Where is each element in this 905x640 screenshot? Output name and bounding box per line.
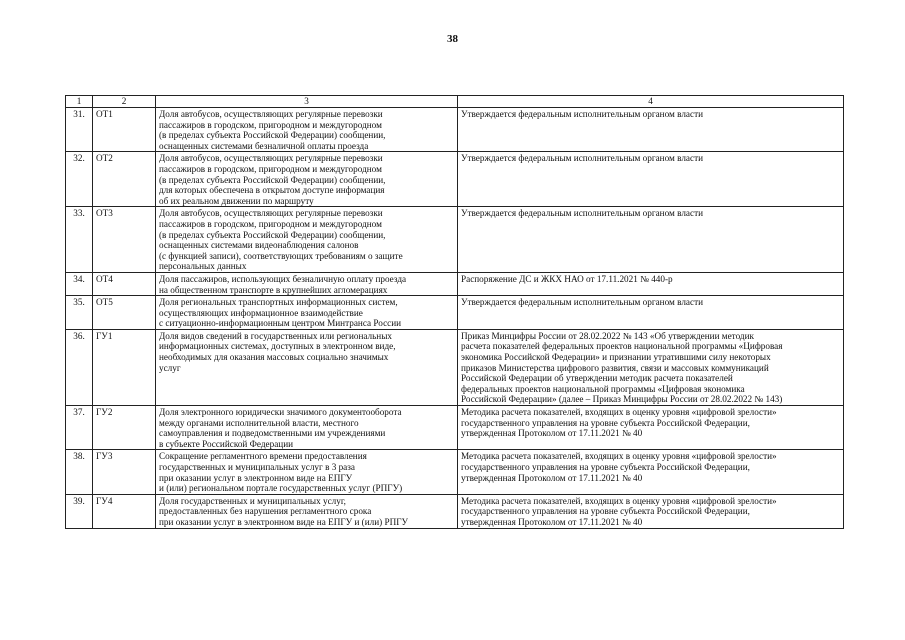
row-number: 34. xyxy=(66,272,93,295)
indicator-description: Доля пассажиров, использующих безналичную оплату проезда на общественном транспорте в крупнейших агломерациях xyxy=(156,272,458,295)
column-header: 3 xyxy=(156,96,458,108)
indicator-source: Утверждается федеральным исполнительным органом власти xyxy=(458,108,844,152)
indicators-table xyxy=(65,95,844,529)
table-row xyxy=(66,450,844,494)
indicator-description: Доля автобусов, осуществляющих регулярные перевозки пассажиров в городском, пригородном и междугородном (в пределах субъекта Российской Федерации) сообщении, для которых обеспечена в открытом доступе информация об их реальном движении по маршруту xyxy=(156,152,458,207)
indicator-code: ОТ1 xyxy=(93,108,156,152)
table-row xyxy=(66,494,844,528)
indicator-source: Методика расчета показателей, входящих в оценку уровня «цифровой зрелости» государственного управления на уровне субъекта Российской Федерации, утвержденная Протоколом от 17.11.2021 № 40 xyxy=(458,406,844,450)
indicator-code: ОТ3 xyxy=(93,207,156,273)
row-number: 31. xyxy=(66,108,93,152)
table-row xyxy=(66,152,844,207)
row-number: 32. xyxy=(66,152,93,207)
indicator-code: ОТ4 xyxy=(93,272,156,295)
table-header-row xyxy=(66,96,844,108)
row-number: 39. xyxy=(66,494,93,528)
indicator-code: ОТ5 xyxy=(93,296,156,330)
indicator-code: ГУ3 xyxy=(93,450,156,494)
page-number: 38 xyxy=(447,33,458,45)
indicator-description: Доля видов сведений в государственных или региональных информационных системах, доступных в электронном виде, необходимых для оказания массовых социально значимых услуг xyxy=(156,329,458,405)
row-number: 38. xyxy=(66,450,93,494)
table-row xyxy=(66,296,844,330)
indicator-code: ГУ4 xyxy=(93,494,156,528)
indicator-description: Доля государственных и муниципальных услуг, предоставленных без нарушения регламентного срока при оказании услуг в электронном виде на ЕПГУ и (или) РПГУ xyxy=(156,494,458,528)
table-row xyxy=(66,272,844,295)
table-row xyxy=(66,406,844,450)
table-row xyxy=(66,207,844,273)
indicator-source: Приказ Минцифры России от 28.02.2022 № 143 «Об утверждении методик расчета показателей федеральных проектов национальной программы «Цифровая экономика Российской Федерации» и признании утратившими силу некоторых приказов Министерства цифрового развития, связи и массовых коммуникаций Российской Федерации об утверждении методик расчета показателей федеральных проектов национальной программы «Цифровая экономика Российской Федерации» (далее – Приказ Минцифры России от 28.02.2022 № 143) xyxy=(458,329,844,405)
indicator-source: Методика расчета показателей, входящих в оценку уровня «цифровой зрелости» государственного управления на уровне субъекта Российской Федерации, утвержденная Протоколом от 17.11.2021 № 40 xyxy=(458,450,844,494)
row-number: 33. xyxy=(66,207,93,273)
indicator-source: Распоряжение ДС и ЖКХ НАО от 17.11.2021 № 440-р xyxy=(458,272,844,295)
indicator-description: Сокращение регламентного времени предоставления государственных и муниципальных услуг в 3 раза при оказании услуг в электронном виде на ЕПГУ и (или) региональном портале государственных услуг (РПГУ) xyxy=(156,450,458,494)
indicator-source: Утверждается федеральным исполнительным органом власти xyxy=(458,152,844,207)
indicator-source: Методика расчета показателей, входящих в оценку уровня «цифровой зрелости» государственного управления на уровне субъекта Российской Федерации, утвержденная Протоколом от 17.11.2021 № 40 xyxy=(458,494,844,528)
column-header: 4 xyxy=(458,96,844,108)
indicator-source: Утверждается федеральным исполнительным органом власти xyxy=(458,296,844,330)
row-number: 35. xyxy=(66,296,93,330)
indicator-code: ОТ2 xyxy=(93,152,156,207)
indicator-source: Утверждается федеральным исполнительным органом власти xyxy=(458,207,844,273)
table-row xyxy=(66,329,844,405)
column-header: 1 xyxy=(66,96,93,108)
row-number: 36. xyxy=(66,329,93,405)
indicator-code: ГУ2 xyxy=(93,406,156,450)
indicator-description: Доля автобусов, осуществляющих регулярные перевозки пассажиров в городском, пригородном и междугородном (в пределах субъекта Российской Федерации) сообщении, оснащенных системами безналичной оплаты проезда xyxy=(156,108,458,152)
table-row xyxy=(66,108,844,152)
indicator-code: ГУ1 xyxy=(93,329,156,405)
indicator-description: Доля автобусов, осуществляющих регулярные перевозки пассажиров в городском, пригородном и междугородном (в пределах субъекта Российской Федерации) сообщении, оснащенных системами видеонаблюдения салонов (с функцией записи), соответствующих требованиям о защите персональных данных xyxy=(156,207,458,273)
indicator-description: Доля региональных транспортных информационных систем, осуществляющих информационное взаимодействие с ситуационно-информационным центром Минтранса России xyxy=(156,296,458,330)
column-header: 2 xyxy=(93,96,156,108)
row-number: 37. xyxy=(66,406,93,450)
indicator-description: Доля электронного юридически значимого документооборота между органами исполнительной власти, местного самоуправления и подведомственными им учреждениями в субъекте Российской Федерации xyxy=(156,406,458,450)
